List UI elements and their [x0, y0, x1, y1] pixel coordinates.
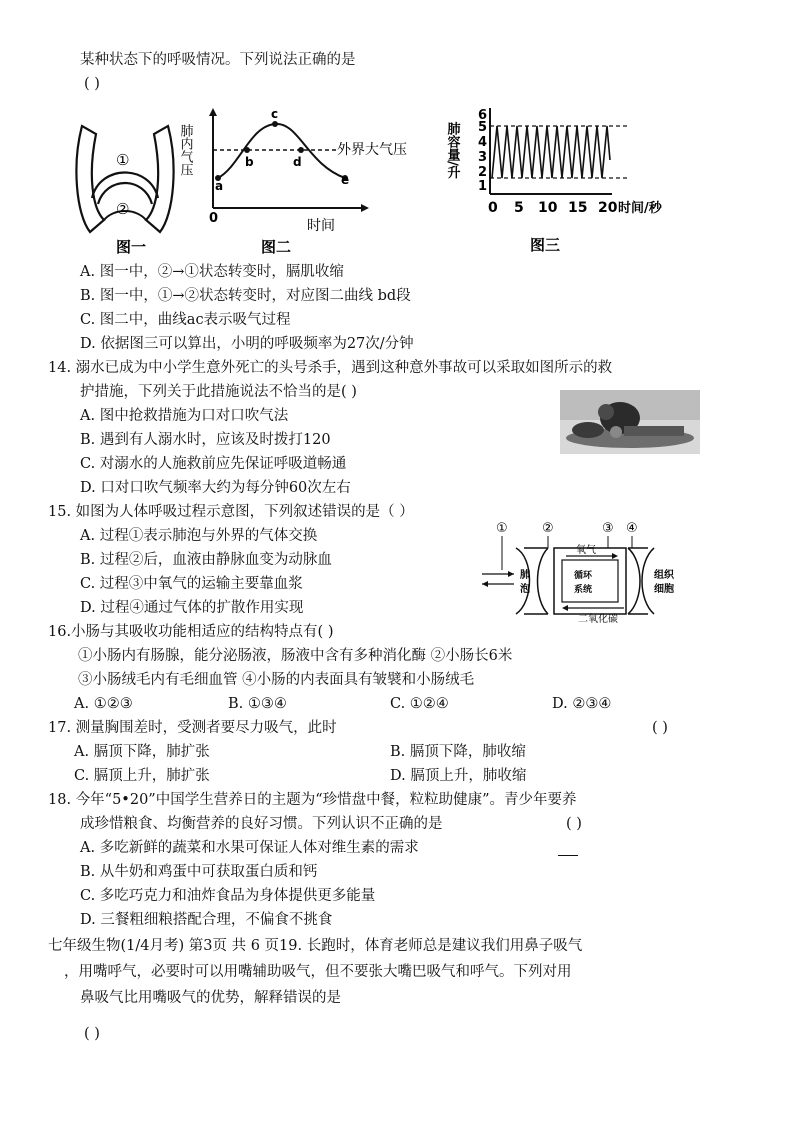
q14-stem-line1: 14. 溺水已成为中小学生意外死亡的头号杀手，遇到这种意外事故可以采取如图所示的救 [48, 360, 613, 376]
q18-stem-line2: 成珍惜粮食、均衡营养的良好习惯。下列认识不正确的是 [80, 816, 443, 832]
fig2-point-c: c [271, 107, 279, 121]
q18-answer-paren: ( ) [566, 816, 582, 832]
q17-option-c: C. 膈顶上升，肺扩张 [74, 768, 210, 784]
q17-option-d: D. 膈顶上升，肺收缩 [390, 768, 527, 784]
q15-option: D. 过程④通过气体的扩散作用实现 [80, 600, 304, 616]
q14-option: D. 口对口吹气频率大约为每分钟60次左右 [80, 480, 351, 496]
q16-stem: 16.小肠与其吸收功能相适应的结构特点有( ) [48, 624, 334, 640]
q16-option-c: C. ①②④ [390, 696, 449, 712]
fig2-xlabel: 时间 [307, 218, 335, 234]
q18-option: C. 多吃巧克力和油炸食品为身体提供更多能量 [80, 888, 376, 904]
q13-option: B. 图一中，①→②状态转变时，对应图二曲线 bd段 [80, 288, 411, 304]
diagram-oxygen: 氧气 [576, 545, 596, 556]
q14-stem-line2: 护措施，下列关于此措施说法不恰当的是( ) [80, 384, 357, 400]
fig3-label: 图三 [530, 236, 561, 254]
fig3-ytick: 4 [478, 135, 488, 150]
fig3-ytick: 1 [478, 179, 488, 194]
q15-stem: 15. 如图为人体呼吸过程示意图，下列叙述错误的是（ ） [48, 504, 414, 520]
q18-stem-line1: 18. 今年“5•20”中国学生营养日的主题为“珍惜盘中餐，粒粒助健康”。青少年要养 [48, 792, 577, 808]
respiration-diagram [478, 518, 698, 626]
diagram-co2: 二氧化碳 [578, 614, 618, 625]
fig1-marker-2: ② [116, 200, 130, 218]
fig2-atm-label: 外界大气压 [337, 142, 407, 158]
fig3-xunit: 时间/秒 [618, 201, 662, 216]
q16-statement-1: ①小肠内有肠腺，能分泌肠液，肠液中含有多种消化酶 ②小肠长6米 [78, 648, 513, 664]
q15-option: B. 过程②后，血液由静脉血变为动脉血 [80, 552, 332, 568]
q16-option-a: A. ①②③ [74, 696, 133, 712]
diagram-circ-1: 循环 [574, 571, 593, 581]
diagram-lung-2: 泡 [520, 584, 530, 595]
diagram-num-4: ④ [626, 521, 638, 536]
q19-answer-paren: ( ) [84, 1026, 100, 1042]
q17-option-b: B. 膈顶下降，肺收缩 [390, 744, 526, 760]
q17-answer-paren: ( ) [652, 720, 668, 736]
q18-option: A. 多吃新鲜的蔬菜和水果可保证人体对维生素的需求 [80, 840, 419, 856]
fig3-ylabel: 肺容量/升 [444, 122, 460, 179]
q14-option: C. 对溺水的人施救前应先保证呼吸道畅通 [80, 456, 347, 472]
diagram-lung-1: 肺 [520, 570, 530, 581]
q13-answer-paren: ( ) [84, 76, 100, 92]
fig3-xtick: 10 [538, 200, 558, 216]
fig3-xtick: 15 [568, 200, 588, 216]
fig3-xtick: 0 [488, 200, 498, 216]
fig2-ylabel: 肺内气压 [177, 124, 193, 176]
diagram-circ-2: 系统 [574, 585, 593, 595]
diagram-num-3: ③ [602, 521, 614, 536]
q15-option: A. 过程①表示肺泡与外界的气体交换 [80, 528, 318, 544]
fig2-point-e: e [341, 173, 350, 187]
q13-option: A. 图一中，②→①状态转变时，膈肌收缩 [80, 264, 344, 280]
fig3-xtick: 5 [514, 200, 524, 216]
fig2-origin: 0 [209, 211, 219, 226]
q18-option: D. 三餐粗细粮搭配合理，不偏食不挑食 [80, 912, 333, 928]
fig3-xtick: 20 [598, 200, 618, 216]
diagram-num-1: ① [496, 521, 508, 536]
q13-option: C. 图二中，曲线ac表示吸气过程 [80, 312, 291, 328]
page-footer-q19-line1: 七年级生物(1/4月考) 第3页 共 6 页19. 长跑时，体育老师总是建议我们用鼻子吸气 [48, 938, 583, 954]
q13-intro: 某种状态下的呼吸情况。下列说法正确的是 [80, 52, 356, 68]
diagram-num-2: ② [542, 521, 554, 536]
q16-option-d: D. ②③④ [552, 696, 612, 712]
fig3-ytick: 6 [478, 108, 488, 123]
q17-stem: 17. 测量胸围差时，受测者要尽力吸气，此时 [48, 720, 337, 736]
q13-option: D. 依据图三可以算出，小明的呼吸频率为27次/分钟 [80, 336, 414, 352]
q14-option: B. 遇到有人溺水时，应该及时拨打120 [80, 432, 331, 448]
diagram-tissue-2: 细胞 [654, 584, 674, 595]
blank-line [558, 855, 578, 856]
q15-option: C. 过程③中氧气的运输主要靠血浆 [80, 576, 303, 592]
q16-option-b: B. ①③④ [228, 696, 287, 712]
fig3-ytick: 2 [478, 165, 488, 180]
fig1-marker-1: ① [116, 151, 130, 169]
q14-option: A. 图中抢救措施为口对口吹气法 [80, 408, 289, 424]
fig3-ytick: 3 [478, 150, 488, 165]
q18-option: B. 从牛奶和鸡蛋中可获取蛋白质和钙 [80, 864, 318, 880]
diagram-tissue-1: 组织 [654, 570, 674, 581]
fig2-point-a: a [215, 179, 224, 193]
q17-option-a: A. 膈顶下降，肺扩张 [74, 744, 210, 760]
rescue-photo [560, 390, 700, 454]
q19-line2: ，用嘴呼气，必要时可以用嘴辅助吸气，但不要张大嘴巴吸气和呼气。下列对用 [64, 964, 572, 980]
diaphragm-figure [70, 104, 180, 254]
fig2-point-b: b [245, 155, 254, 169]
lung-pressure-figure [177, 104, 435, 256]
fig2-label: 图二 [261, 238, 292, 256]
q19-line3: 鼻吸气比用嘴吸气的优势，解释错误的是 [80, 990, 341, 1006]
lung-volume-figure [444, 100, 692, 256]
fig2-point-d: d [293, 155, 302, 169]
q16-statement-2: ③小肠绒毛内有毛细血管 ④小肠的内表面具有皱襞和小肠绒毛 [78, 672, 475, 688]
fig3-ytick: 5 [478, 120, 488, 135]
fig1-label: 图一 [116, 238, 147, 256]
